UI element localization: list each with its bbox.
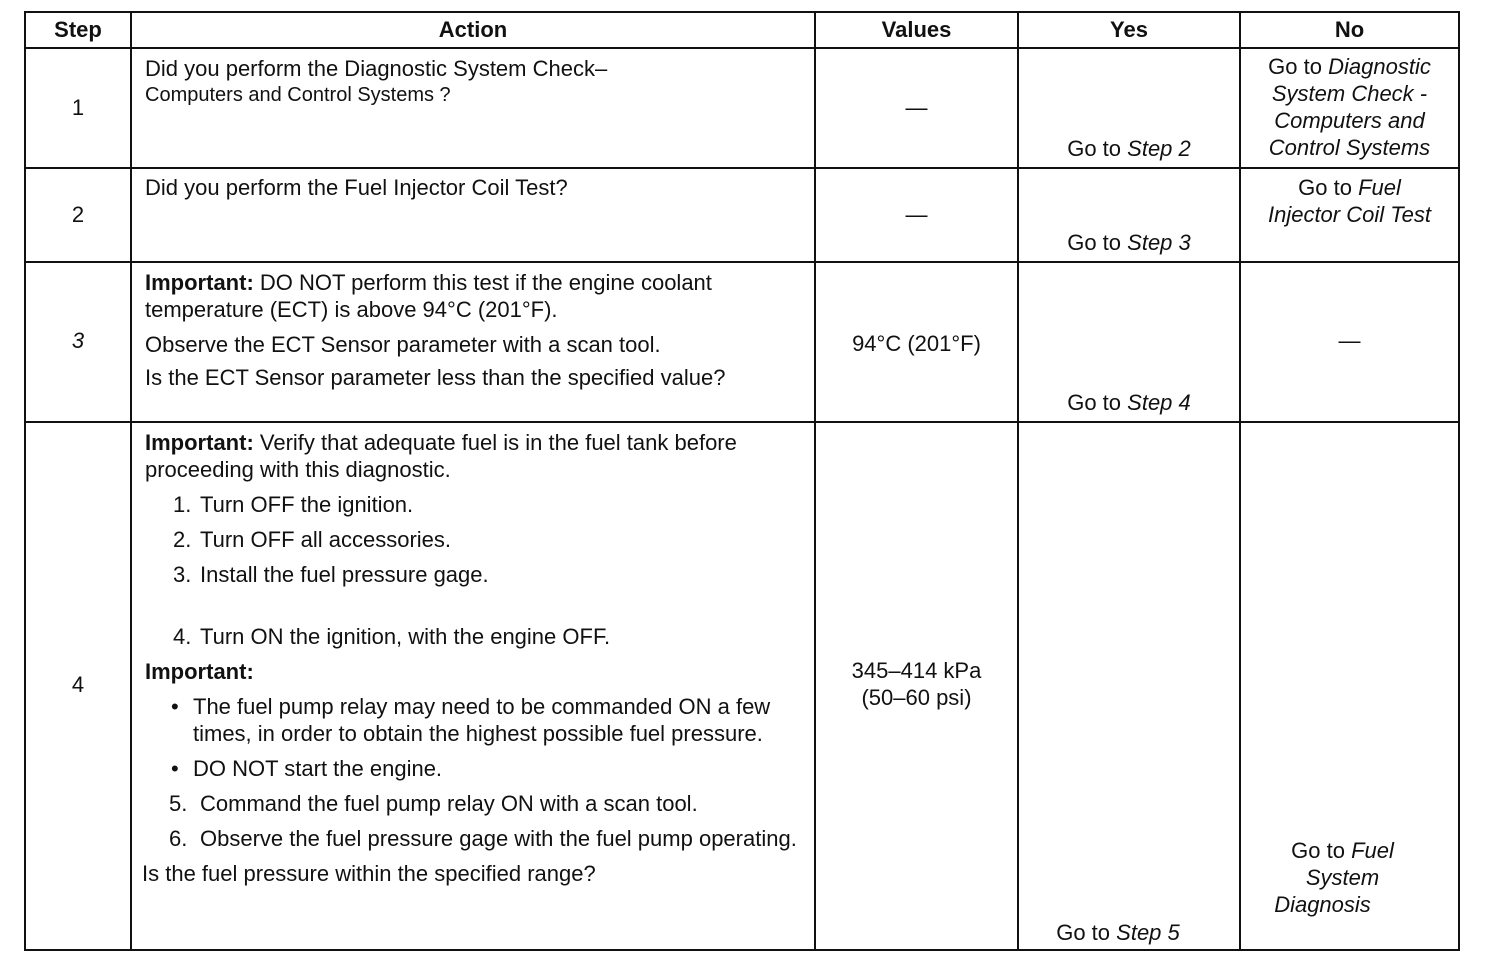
step-ref: Step 4: [1127, 390, 1191, 415]
value-text: —: [905, 202, 928, 227]
procedure-ref: Fuel: [1351, 838, 1394, 863]
step-cell: [25, 48, 131, 168]
diagnostic-table: [24, 11, 1460, 951]
header-action: Action: [131, 12, 815, 48]
step-number: 4: [71, 672, 85, 697]
go-to-label: Go to: [1298, 175, 1352, 200]
item-text: The fuel pump relay may need to be commanded ON a few times, in order to obtain the highest possible fuel pressure.: [193, 694, 771, 746]
important-text: DO NOT perform this test if the engine coolant temperature (ECT) is above 94°C (201°F).: [145, 270, 712, 322]
yes-cell: [1018, 422, 1240, 950]
yes-link[interactable]: [1019, 229, 1239, 256]
procedure-ref: Control Systems: [1268, 135, 1431, 160]
procedure-ref: Diagnosis: [1274, 892, 1371, 917]
important-label: Important:: [145, 659, 254, 684]
item-text: Turn ON the ignition, with the engine OFF.: [200, 624, 611, 649]
item-text: Install the fuel pressure gage.: [200, 562, 489, 587]
yes-cell: [1018, 48, 1240, 168]
list-item: [173, 526, 804, 553]
step-cell: [25, 262, 131, 422]
go-to-label: Go to: [1056, 920, 1111, 945]
item-text: DO NOT start the engine.: [193, 756, 443, 781]
value-line: 345–414 kPa: [851, 658, 982, 683]
procedure-ref: Diagnostic: [1328, 54, 1431, 79]
value-cell: [815, 168, 1018, 262]
list-item: [171, 693, 804, 747]
item-number: 6.: [169, 826, 188, 851]
no-cell: [1240, 262, 1459, 422]
value-cell: [815, 422, 1018, 950]
yes-link[interactable]: [1019, 135, 1239, 162]
value-cell: [815, 48, 1018, 168]
procedure-ref: System: [1305, 865, 1380, 890]
item-number: 4.: [173, 624, 192, 649]
go-to-label: Go to: [1268, 54, 1322, 79]
important-note: [145, 269, 804, 323]
list-item: [171, 755, 804, 782]
table-row: [25, 422, 1459, 950]
action-text: Did you perform the Fuel Injector Coil Test?: [145, 175, 568, 200]
step-number: 1: [71, 95, 85, 120]
item-text: Observe the fuel pressure gage with the fuel pump operating.: [200, 826, 797, 851]
step-cell: [25, 168, 131, 262]
value-text: —: [905, 95, 928, 120]
value-line: (50–60 psi): [861, 685, 972, 710]
list-item: [173, 561, 804, 588]
value-text: [816, 657, 1017, 711]
value-text: 94°C (201°F): [852, 331, 981, 356]
important-note: [145, 429, 804, 483]
item-number: 2.: [173, 527, 192, 552]
go-to-label: Go to: [1067, 136, 1122, 161]
bullet-icon: •: [171, 694, 179, 719]
no-link[interactable]: [1227, 837, 1458, 918]
go-to-label: Go to: [1291, 838, 1345, 863]
no-cell: [1240, 422, 1459, 950]
item-number: 3.: [173, 562, 192, 587]
table-row: [25, 262, 1459, 422]
bullet-icon: •: [171, 756, 179, 781]
important-label: Important:: [145, 430, 254, 455]
no-link[interactable]: [1241, 53, 1458, 161]
no-cell: [1240, 48, 1459, 168]
important-label: Important:: [145, 270, 254, 295]
procedure-ref: System Check -: [1271, 81, 1428, 106]
table-row: [25, 48, 1459, 168]
item-text: Command the fuel pump relay ON with a scan tool.: [200, 791, 698, 816]
action-text: Computers and Control Systems ?: [145, 84, 451, 106]
no-cell: [1240, 168, 1459, 262]
step-number: 2: [71, 202, 85, 227]
action-cell: [131, 422, 815, 950]
no-text: —: [1338, 328, 1361, 353]
value-cell: [815, 262, 1018, 422]
action-cell: [131, 168, 815, 262]
important-text: Verify that adequate fuel is in the fuel tank before proceeding with this diagnostic.: [145, 430, 737, 482]
list-item: [173, 491, 804, 518]
step-ref: Step 2: [1127, 136, 1191, 161]
step-cell: [25, 422, 131, 950]
item-number: 5.: [169, 791, 188, 816]
no-link[interactable]: [1241, 174, 1458, 228]
yes-link[interactable]: [997, 919, 1239, 946]
procedure-ref: Fuel: [1358, 175, 1401, 200]
procedure-ref: Computers and: [1274, 108, 1425, 133]
yes-cell: [1018, 168, 1240, 262]
list-item: [169, 825, 804, 852]
action-text: Observe the ECT Sensor parameter with a scan tool.: [145, 332, 661, 357]
item-text: Turn OFF the ignition.: [200, 492, 414, 517]
list-item: [169, 790, 804, 817]
step-ref: Step 3: [1127, 230, 1191, 255]
table-row: [25, 168, 1459, 262]
list-item: [173, 623, 804, 650]
step-number: 3: [71, 328, 85, 353]
action-cell: [131, 262, 815, 422]
header-row: [25, 12, 1459, 48]
yes-cell: [1018, 262, 1240, 422]
header-no: No: [1240, 12, 1459, 48]
header-yes: Yes: [1018, 12, 1240, 48]
question-text: Is the ECT Sensor parameter less than the specified value?: [145, 365, 726, 390]
header-step: Step: [25, 12, 131, 48]
go-to-label: Go to: [1067, 230, 1122, 255]
action-text: Did you perform the Diagnostic System Check–: [145, 56, 608, 81]
question-text: Is the fuel pressure within the specified range?: [142, 861, 596, 886]
action-cell: [131, 48, 815, 168]
header-values: Values: [815, 12, 1018, 48]
procedure-ref: Injector Coil Test: [1267, 202, 1432, 227]
item-text: Turn OFF all accessories.: [200, 527, 452, 552]
step-ref: Step 5: [1116, 920, 1180, 945]
yes-link[interactable]: [1019, 389, 1239, 416]
go-to-label: Go to: [1067, 390, 1122, 415]
item-number: 1.: [173, 492, 192, 517]
